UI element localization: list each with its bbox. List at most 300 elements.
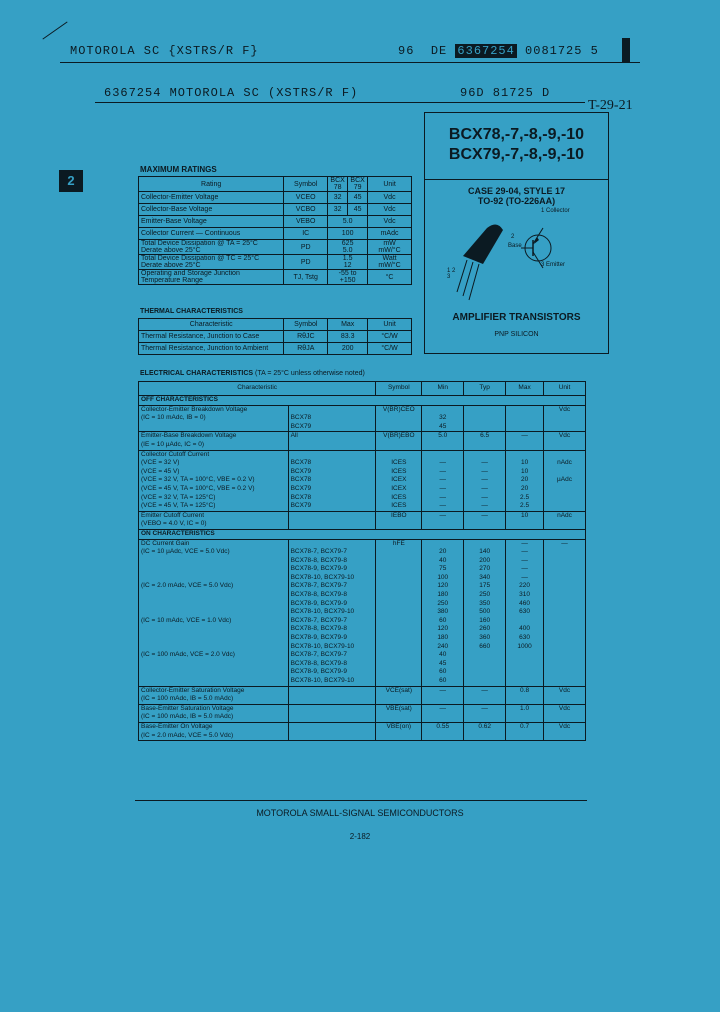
char-unit — [544, 668, 586, 677]
rating-symbol: PD — [284, 240, 328, 255]
footer-brand: MOTOROLA SMALL-SIGNAL SEMICONDUCTORS — [256, 808, 464, 818]
char-symbol — [376, 557, 422, 566]
table-row — [139, 520, 586, 529]
char-min: 40 — [422, 557, 464, 566]
char-symbol: VBE(on) — [376, 722, 422, 731]
table-row — [139, 713, 586, 722]
char-text: (VCE = 32 V, TA = 125°C) — [139, 494, 289, 503]
char-unit — [544, 660, 586, 669]
char-device: BCX78-10, BCX79-10 — [290, 573, 355, 581]
table-row — [139, 695, 586, 704]
char-min: 32 — [422, 414, 464, 423]
char-symbol — [376, 625, 422, 634]
char-typ — [464, 441, 506, 450]
char-max: 460 — [506, 600, 544, 609]
char-min — [422, 713, 464, 722]
max-ratings-table — [138, 176, 412, 285]
table-row — [139, 634, 586, 643]
char-text — [139, 660, 289, 669]
char-text — [139, 565, 289, 574]
table-end-cell — [139, 741, 586, 742]
char-unit — [544, 520, 586, 529]
table-row — [139, 414, 586, 423]
char-unit — [544, 600, 586, 609]
table-row — [139, 255, 412, 270]
char-device — [288, 539, 376, 548]
header-bar — [622, 38, 630, 62]
char-min — [422, 732, 464, 741]
thermal-col-header: Characteristic — [139, 319, 284, 331]
char-device: BCX78-8, BCX79-8 — [290, 556, 347, 564]
char-max — [506, 617, 544, 626]
char-text: DC Current Gain — [139, 539, 289, 548]
elec-col-header: Min — [422, 382, 464, 396]
electrical-table — [138, 381, 586, 741]
char-typ — [464, 668, 506, 677]
char-max — [506, 677, 544, 686]
char-min: 120 — [422, 625, 464, 634]
char-text — [139, 423, 289, 432]
char-min: 60 — [422, 668, 464, 677]
char-text: Collector-Emitter Breakdown Voltage — [139, 405, 289, 414]
char-min: 75 — [422, 565, 464, 574]
char-device — [288, 520, 376, 529]
char-symbol: V(BR)CEO — [376, 405, 422, 414]
char-text: Base-Emitter On Voltage — [139, 722, 289, 731]
part-number-1: BCX78,-7,-8,-9,-10 — [448, 126, 585, 143]
pin-numbers: 1 2 3 — [447, 268, 456, 280]
char-symbol: hFE — [376, 539, 422, 548]
char-symbol — [376, 643, 422, 652]
table-row — [139, 511, 586, 520]
char-typ — [464, 423, 506, 432]
table-end — [139, 741, 586, 742]
char-device: BCX78-7, BCX79-7 — [290, 582, 347, 590]
char-max — [506, 668, 544, 677]
thermal-title: THERMAL CHARACTERISTICS — [140, 308, 243, 315]
char-max — [506, 450, 544, 459]
elec-col-header: Max — [506, 382, 544, 396]
page-number: 2-182 — [349, 832, 371, 841]
pin-emitter-label: 3 Emitter — [541, 262, 566, 268]
char-max — [506, 713, 544, 722]
char-min — [422, 450, 464, 459]
char-min: — — [422, 476, 464, 485]
char-symbol: ICES — [376, 468, 422, 477]
char-device: BCX78-9, BCX79-9 — [290, 565, 347, 573]
char-symbol — [376, 548, 422, 557]
table-row — [139, 502, 586, 511]
char-typ — [464, 539, 506, 548]
char-typ — [464, 677, 506, 686]
rating-value-bcx78: 32 — [328, 204, 348, 216]
char-min: 120 — [422, 582, 464, 591]
char-symbol — [376, 565, 422, 574]
char-text — [139, 600, 289, 609]
char-max — [506, 732, 544, 741]
table-row — [139, 192, 412, 204]
char-text — [139, 608, 289, 617]
char-text: Collector Cutoff Current — [139, 450, 289, 459]
char-device — [288, 686, 376, 695]
elec-title-line — [140, 370, 365, 377]
max-col-header: Rating — [139, 177, 284, 192]
char-text: Collector-Emitter Saturation Voltage — [139, 686, 289, 695]
rating-symbol: VCEO — [284, 192, 328, 204]
char-max: 2.5 — [506, 494, 544, 503]
char-device: BCX78-8, BCX79-8 — [290, 659, 347, 667]
rating-name: Operating and Storage Junction Temperature Range — [139, 270, 284, 285]
header2-rule — [95, 102, 585, 103]
char-unit: nAdc — [544, 459, 586, 468]
rating-symbol: IC — [284, 228, 328, 240]
case-label: CASE 29-04, STYLE 17 — [467, 186, 566, 196]
char-typ: 140 — [464, 548, 506, 557]
char-max — [506, 414, 544, 423]
char-min — [422, 441, 464, 450]
char-max: 1000 — [506, 643, 544, 652]
table-row — [139, 459, 586, 468]
rating-unit: Watt mW/°C — [368, 255, 412, 270]
rating-unit: Vdc — [368, 204, 412, 216]
char-text — [139, 668, 289, 677]
thermal-symbol: RθJA — [284, 343, 328, 355]
char-min: 45 — [422, 423, 464, 432]
header-line2-right: 96D 81725 D — [460, 86, 551, 100]
handwritten-stamp: T-29-21 — [588, 98, 633, 113]
char-symbol — [376, 414, 422, 423]
table-row — [139, 600, 586, 609]
char-typ: 160 — [464, 617, 506, 626]
char-unit — [544, 634, 586, 643]
table-row — [139, 204, 412, 216]
char-device — [288, 405, 376, 414]
char-symbol: ICES — [376, 494, 422, 503]
char-max — [506, 520, 544, 529]
char-min: — — [422, 459, 464, 468]
elec-col-header: Symbol — [376, 382, 422, 396]
header-line2-left: 6367254 MOTOROLA SC (XSTRS/R F) — [104, 86, 359, 100]
char-max: 10 — [506, 468, 544, 477]
pin-base-label: Base — [508, 243, 522, 249]
part-box — [424, 112, 609, 354]
char-device: BCX78-10, BCX79-10 — [290, 608, 355, 616]
char-device: BCX78 — [290, 476, 312, 484]
table-row — [139, 270, 412, 285]
char-typ — [464, 732, 506, 741]
char-max: 1.0 — [506, 704, 544, 713]
max-col-header: Symbol — [284, 177, 328, 192]
part-number-2: BCX79,-7,-8,-9,-10 — [448, 146, 585, 163]
char-max — [506, 660, 544, 669]
char-symbol: VBE(sat) — [376, 704, 422, 713]
char-symbol — [376, 651, 422, 660]
char-unit — [544, 450, 586, 459]
rating-unit: °C — [368, 270, 412, 285]
char-unit — [544, 548, 586, 557]
char-device — [288, 450, 376, 459]
char-device: BCX78-10, BCX79-10 — [290, 677, 355, 684]
header-line1-right — [398, 44, 599, 58]
rating-value: 5.0 — [328, 216, 368, 228]
char-min: 0.55 — [422, 722, 464, 731]
char-unit — [544, 651, 586, 660]
char-symbol — [376, 441, 422, 450]
char-typ — [464, 660, 506, 669]
char-unit: Vdc — [544, 405, 586, 414]
char-unit: nAdc — [544, 511, 586, 520]
char-symbol: VCE(sat) — [376, 686, 422, 695]
table-row — [139, 228, 412, 240]
rating-unit: mW mW/°C — [368, 240, 412, 255]
char-max — [506, 441, 544, 450]
char-typ: 350 — [464, 600, 506, 609]
char-max — [506, 651, 544, 660]
rating-name: Collector-Base Voltage — [139, 204, 284, 216]
table-row — [139, 432, 586, 441]
char-typ — [464, 450, 506, 459]
char-typ: — — [464, 459, 506, 468]
char-max: 20 — [506, 485, 544, 494]
table-row — [139, 548, 586, 557]
section-title: ON CHARACTERISTICS — [139, 529, 586, 539]
char-text: (IC = 100 mAdc, IB = 5.0 mAdc) — [139, 695, 289, 704]
char-symbol — [376, 423, 422, 432]
table-row — [139, 565, 586, 574]
char-unit — [544, 494, 586, 503]
char-symbol — [376, 520, 422, 529]
header-line1-left: MOTOROLA SC {XSTRS/R F} — [70, 44, 259, 58]
char-device: BCX78 — [290, 459, 312, 467]
thermal-max: 83.3 — [328, 331, 368, 343]
to92-package-icon — [425, 206, 606, 312]
char-max: — — [506, 565, 544, 574]
table-row — [139, 441, 586, 450]
char-unit — [544, 677, 586, 686]
rating-value-bcx78: 32 — [328, 192, 348, 204]
char-typ: 260 — [464, 625, 506, 634]
table-row — [139, 677, 586, 686]
char-unit — [544, 423, 586, 432]
table-row — [139, 660, 586, 669]
char-unit — [544, 713, 586, 722]
rating-unit: Vdc — [368, 192, 412, 204]
package-label: TO-92 (TO-226AA) — [477, 196, 556, 206]
elec-col-header: Unit — [544, 382, 586, 396]
table-row — [139, 476, 586, 485]
char-text: (IC = 2.0 mAdc, VCE = 5.0 Vdc) — [139, 732, 289, 741]
char-device — [288, 713, 376, 722]
char-typ — [464, 651, 506, 660]
char-min: 60 — [422, 617, 464, 626]
char-unit — [544, 591, 586, 600]
table-row — [139, 216, 412, 228]
thermal-col-header: Symbol — [284, 319, 328, 331]
char-min: 40 — [422, 651, 464, 660]
char-device: BCX79 — [290, 484, 312, 492]
char-typ: 340 — [464, 574, 506, 583]
char-unit: Vdc — [544, 686, 586, 695]
elec-title-note: (TA = 25°C unless otherwise noted) — [255, 370, 365, 377]
char-text: (VCE = 45 V) — [139, 468, 289, 477]
char-unit: µAdc — [544, 476, 586, 485]
char-unit — [544, 732, 586, 741]
char-device — [288, 441, 376, 450]
polarity-label: PNP SILICON — [494, 331, 539, 338]
char-symbol — [376, 600, 422, 609]
rating-value: 625 5.0 — [328, 240, 368, 255]
char-device — [288, 511, 376, 520]
char-device: BCX78-7, BCX79-7 — [290, 651, 347, 659]
char-device: BCX78 — [290, 493, 312, 501]
thermal-symbol: RθJC — [284, 331, 328, 343]
char-device — [288, 695, 376, 704]
char-text: Emitter Cutoff Current — [139, 511, 289, 520]
char-device: BCX79 — [290, 502, 312, 510]
char-symbol: V(BR)EBO — [376, 432, 422, 441]
thermal-col-header: Unit — [368, 319, 412, 331]
char-max — [506, 695, 544, 704]
pen-mark — [42, 21, 67, 39]
char-symbol: IEBO — [376, 511, 422, 520]
table-row — [139, 539, 586, 548]
char-symbol — [376, 660, 422, 669]
char-device: BCX78-10, BCX79-10 — [290, 642, 355, 650]
char-symbol — [376, 668, 422, 677]
char-min — [422, 520, 464, 529]
char-max: 400 — [506, 625, 544, 634]
char-symbol — [376, 574, 422, 583]
char-typ: — — [464, 511, 506, 520]
rating-name: Total Device Dissipation @ TC = 25°C Derate above 25°C — [139, 255, 284, 270]
table-row — [139, 494, 586, 503]
char-device — [288, 704, 376, 713]
char-text — [139, 643, 289, 652]
char-unit — [544, 441, 586, 450]
char-symbol: ICEX — [376, 485, 422, 494]
char-unit — [544, 643, 586, 652]
char-min: — — [422, 502, 464, 511]
elec-col-header: Characteristic — [139, 382, 376, 396]
char-device — [288, 722, 376, 731]
char-max: 0.8 — [506, 686, 544, 695]
max-col-header: BCX 78 — [328, 177, 348, 192]
char-min: 240 — [422, 643, 464, 652]
rating-unit: mAdc — [368, 228, 412, 240]
char-max: — — [506, 539, 544, 548]
char-max: 220 — [506, 582, 544, 591]
char-min: — — [422, 485, 464, 494]
char-typ — [464, 414, 506, 423]
char-symbol: ICES — [376, 502, 422, 511]
char-unit — [544, 557, 586, 566]
char-typ: — — [464, 686, 506, 695]
pin-base-number: 2 — [511, 234, 515, 240]
max-col-header: Unit — [368, 177, 412, 192]
pin-collector-label: 1 Collector — [541, 208, 570, 214]
rating-value-bcx79: 45 — [348, 204, 368, 216]
header-de: DE — [430, 44, 448, 58]
table-row — [139, 625, 586, 634]
elec-col-header: Typ — [464, 382, 506, 396]
char-symbol — [376, 634, 422, 643]
rating-value: -55 to +150 — [328, 270, 368, 285]
char-unit — [544, 625, 586, 634]
char-max: 310 — [506, 591, 544, 600]
char-symbol — [376, 582, 422, 591]
char-unit: Vdc — [544, 722, 586, 731]
char-typ: — — [464, 704, 506, 713]
char-typ: 360 — [464, 634, 506, 643]
char-device: BCX78-9, BCX79-9 — [290, 668, 347, 676]
char-symbol: ICEX — [376, 476, 422, 485]
char-device: All — [288, 432, 376, 441]
char-text: (IC = 10 mAdc, VCE = 1.0 Vdc) — [139, 617, 289, 626]
thermal-name: Thermal Resistance, Junction to Case — [139, 331, 284, 343]
char-unit: Vdc — [544, 432, 586, 441]
header-rule — [60, 62, 640, 63]
char-unit — [544, 617, 586, 626]
char-symbol — [376, 732, 422, 741]
char-typ: 175 — [464, 582, 506, 591]
char-unit — [544, 608, 586, 617]
thermal-name: Thermal Resistance, Junction to Ambient — [139, 343, 284, 355]
char-typ — [464, 713, 506, 722]
char-unit: — — [544, 539, 586, 548]
char-symbol — [376, 608, 422, 617]
rating-symbol: TJ, Tstg — [284, 270, 328, 285]
rating-unit: Vdc — [368, 216, 412, 228]
table-row — [139, 591, 586, 600]
char-max — [506, 423, 544, 432]
char-typ: 200 — [464, 557, 506, 566]
char-min: — — [422, 468, 464, 477]
section-tab: 2 — [59, 170, 83, 192]
char-device: BCX78 — [290, 414, 312, 422]
char-unit: Vdc — [544, 704, 586, 713]
function-label: AMPLIFIER TRANSISTORS — [452, 312, 581, 323]
table-row — [139, 643, 586, 652]
char-min: 20 — [422, 548, 464, 557]
char-typ: 0.62 — [464, 722, 506, 731]
char-text — [139, 634, 289, 643]
rating-value: 100 — [328, 228, 368, 240]
rating-name: Emitter-Base Voltage — [139, 216, 284, 228]
char-text — [139, 677, 289, 686]
char-text — [139, 591, 289, 600]
char-max: — — [506, 574, 544, 583]
char-max: — — [506, 557, 544, 566]
char-typ: — — [464, 476, 506, 485]
table-row — [139, 651, 586, 660]
char-max — [506, 405, 544, 414]
char-text: Base-Emitter Saturation Voltage — [139, 704, 289, 713]
char-device: BCX78-8, BCX79-8 — [290, 591, 347, 599]
table-row — [139, 343, 412, 355]
char-text: Emitter-Base Breakdown Voltage — [139, 432, 289, 441]
thermal-col-header: Max — [328, 319, 368, 331]
section-row — [139, 529, 586, 539]
header-code: 96 — [398, 44, 415, 58]
char-symbol — [376, 591, 422, 600]
char-min — [422, 539, 464, 548]
char-text — [139, 574, 289, 583]
char-text: (IC = 10 µAdc, VCE = 5.0 Vdc) — [139, 548, 289, 557]
max-ratings-title: MAXIMUM RATINGS — [140, 165, 217, 174]
table-row — [139, 722, 586, 731]
char-device: BCX78-9, BCX79-9 — [290, 634, 347, 642]
char-device: BCX78-7, BCX79-7 — [290, 548, 347, 556]
